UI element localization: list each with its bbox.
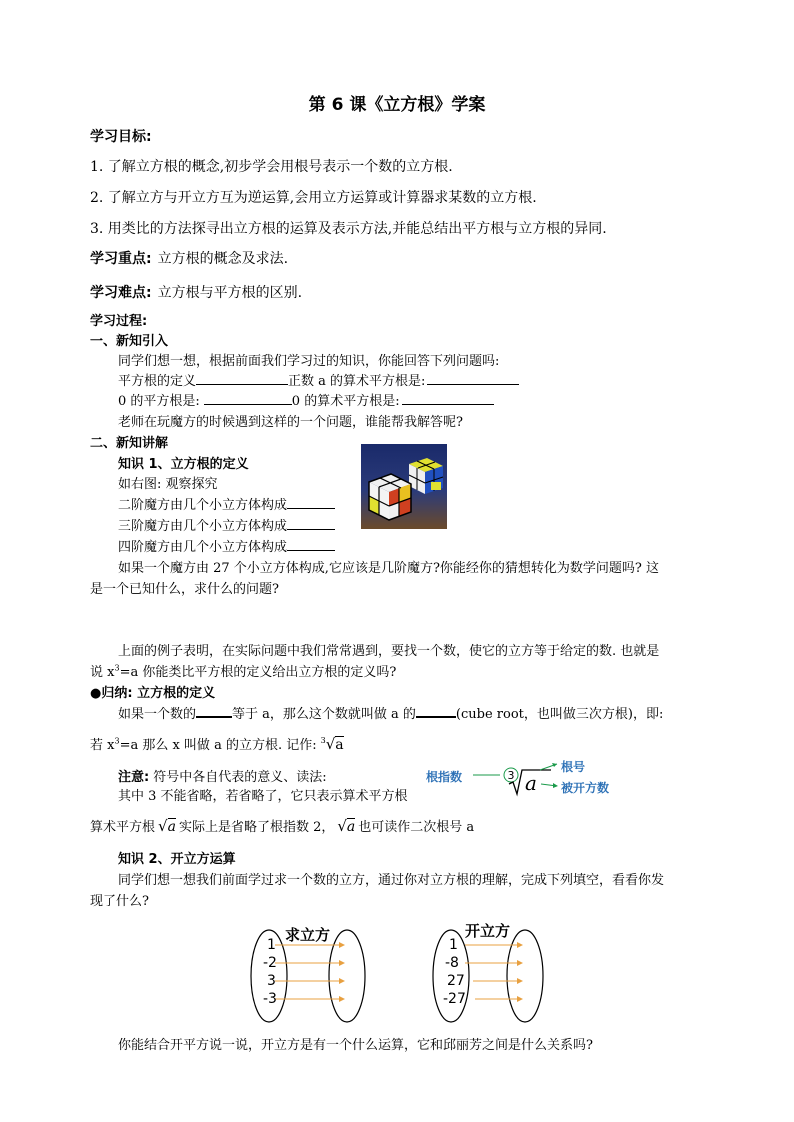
page-title: 第 6 课《立方根》学案 (308, 95, 486, 115)
cube-root-notation: $^3$√a (320, 735, 344, 753)
radicand: a (335, 737, 344, 753)
key-point-text: 立方根的概念及求法. (157, 251, 289, 267)
svg-text:a: a (525, 771, 537, 795)
difficulty (90, 282, 302, 302)
knowledge1-q1 (118, 494, 335, 513)
summary-heading: ●归纳: 立方根的定义 (90, 686, 216, 701)
knowledge2-line1: 同学们想一想我们前面学过求一个数的立方，通过你对立方根的理解，完成下列填空，看看你发 (118, 873, 665, 888)
summary2-text-a: 若 x (90, 738, 115, 753)
radicand: a (167, 819, 176, 835)
note-line2: 其中 3 不能省略，若省略了，它只表示算术平方根 (118, 789, 408, 804)
q1-text-b: 正数 a 的算术平方根是: (288, 374, 426, 389)
example-text-a: 说 x (90, 665, 115, 680)
section2-heading: 二、新知讲解 (90, 436, 169, 451)
q2-text-b: 0 的算术平方根是: (291, 394, 400, 409)
summary-line2 (90, 734, 344, 753)
summary2-text-b: =a 那么 x 叫做 a 的立方根. 记作: (119, 738, 317, 753)
right-item-4: -27 (443, 991, 466, 1007)
section1-q1 (118, 370, 519, 389)
left-item-4: -3 (263, 991, 277, 1007)
right-item-2: -8 (445, 955, 459, 971)
closing-question: 你能结合开平方说一说，开立方是有一个什么运算，它和邱丽芳之间是什么关系吗? (118, 1038, 593, 1053)
section1-q3: 老师在玩魔方的时候遇到这样的一个问题，谁能帮我解答呢? (118, 415, 463, 430)
knowledge2-heading: 知识 2、开立方运算 (118, 852, 236, 867)
summary-text-b: 等于 a，那么这个数就叫做 a 的 (232, 707, 416, 722)
example-line1: 上面的例子表明，在实际问题中我们常常遇到，要找一个数，使它的立方等于给定的数. 也就是 (118, 644, 660, 659)
difficulty-text: 立方根与平方根的区别. (157, 285, 303, 301)
key-point-label: 学习重点: (90, 251, 152, 267)
radicand-label: 被开方数 (561, 781, 610, 795)
example-text-b: =a 你能类比平方根的定义给出立方根的定义吗? (119, 665, 397, 680)
process-heading: 学习过程: (90, 314, 148, 329)
blank-zero-arithmetic-root[interactable] (402, 392, 494, 405)
k1-q2-text: 三阶魔方由几个小立方体构成 (118, 519, 288, 534)
blank-fourth-order-cube[interactable] (287, 538, 335, 551)
q2-text-a: 0 的平方根是: (118, 394, 200, 409)
exponent-3: 3 (114, 663, 120, 673)
objective-2: 2. 了解立方与开立方互为逆运算,会用立方运算或计算器求某数的立方根. (90, 190, 537, 206)
note-line1 (118, 766, 327, 785)
difficulty-label: 学习难点: (90, 285, 152, 301)
q1-text-a: 平方根的定义 (118, 374, 197, 389)
sqrt-a-symbol-2: √a (337, 817, 356, 835)
knowledge1-q3 (118, 536, 335, 555)
right-item-3: 27 (447, 973, 465, 989)
cube-mapping-diagram (247, 918, 367, 1028)
note-text: 符号中各自代表的意义、读法: (153, 770, 327, 785)
index-label: 根指数 (426, 770, 463, 784)
note-line3 (90, 816, 474, 835)
section1-q2 (118, 390, 494, 409)
k1-q1-text: 二阶魔方由几个小立方体构成 (118, 498, 288, 513)
key-point (90, 248, 288, 268)
blank-third-order-cube[interactable] (287, 517, 335, 530)
summary-text-a: 如果一个数的 (118, 707, 197, 722)
left-oval-title: 求立方 (285, 926, 331, 944)
left-item-1: 1 (267, 937, 276, 953)
section1-intro: 同学们想一想，根据前面我们学习过的知识，你能回答下列问题吗: (118, 354, 500, 369)
left-item-3: 3 (267, 973, 276, 989)
blank-square-root-definition[interactable] (196, 372, 288, 385)
svg-text:3: 3 (507, 769, 515, 782)
rubiks-cube-image (361, 444, 447, 529)
knowledge1-observe: 如右图: 观察探究 (118, 477, 218, 492)
cube-root-mapping-diagram (427, 914, 547, 1028)
right-oval-title: 开立方 (465, 922, 511, 940)
summary-text-c: (cube root，也叫做三次方根)，即: (455, 707, 664, 722)
note-label: 注意: (118, 770, 150, 785)
knowledge1-heading: 知识 1、立方根的定义 (118, 457, 249, 472)
radicand: a (346, 819, 356, 835)
objective-3: 3. 用类比的方法探寻出立方根的运算及表示方法,并能总结出平方根与立方根的异同. (90, 221, 607, 237)
blank-zero-square-root[interactable] (204, 392, 292, 405)
radical-index: 3 (320, 736, 326, 745)
objectives-heading: 学习目标: (90, 129, 152, 145)
knowledge1-para-line1: 如果一个魔方由 27 个小立方体构成,它应该是几阶魔方?你能经你的猜想转化为数学问题吗? 这 (118, 561, 660, 576)
blank-cube-root[interactable] (416, 704, 456, 718)
example-line2 (90, 661, 396, 680)
knowledge1-para-line2: 是一个已知什么，求什么的问题? (90, 582, 279, 597)
exponent-3: 3 (114, 736, 120, 746)
radical-diagram (423, 758, 623, 800)
note3-text-a: 算术平方根 (90, 820, 156, 835)
k1-q3-text: 四阶魔方由几个小立方体构成 (118, 540, 288, 555)
note3-text-b: 实际上是省略了根指数 2， (178, 820, 335, 835)
sqrt-a-symbol: √a (158, 817, 176, 835)
blank-second-order-cube[interactable] (287, 496, 335, 509)
right-item-1: 1 (449, 937, 458, 953)
knowledge1-q2 (118, 515, 335, 534)
blank-cube[interactable] (196, 704, 232, 718)
summary-line1 (118, 703, 663, 722)
knowledge2-line2: 现了什么? (90, 894, 149, 909)
radical-sign-label: 根号 (561, 760, 586, 774)
note3-text-c: 也可读作二次根号 a (358, 820, 475, 835)
section1-heading: 一、新知引入 (90, 334, 169, 349)
left-item-2: -2 (263, 955, 277, 971)
objective-1: 1. 了解立方根的概念,初步学会用根号表示一个数的立方根. (90, 159, 453, 175)
blank-arithmetic-square-root[interactable] (427, 372, 519, 385)
